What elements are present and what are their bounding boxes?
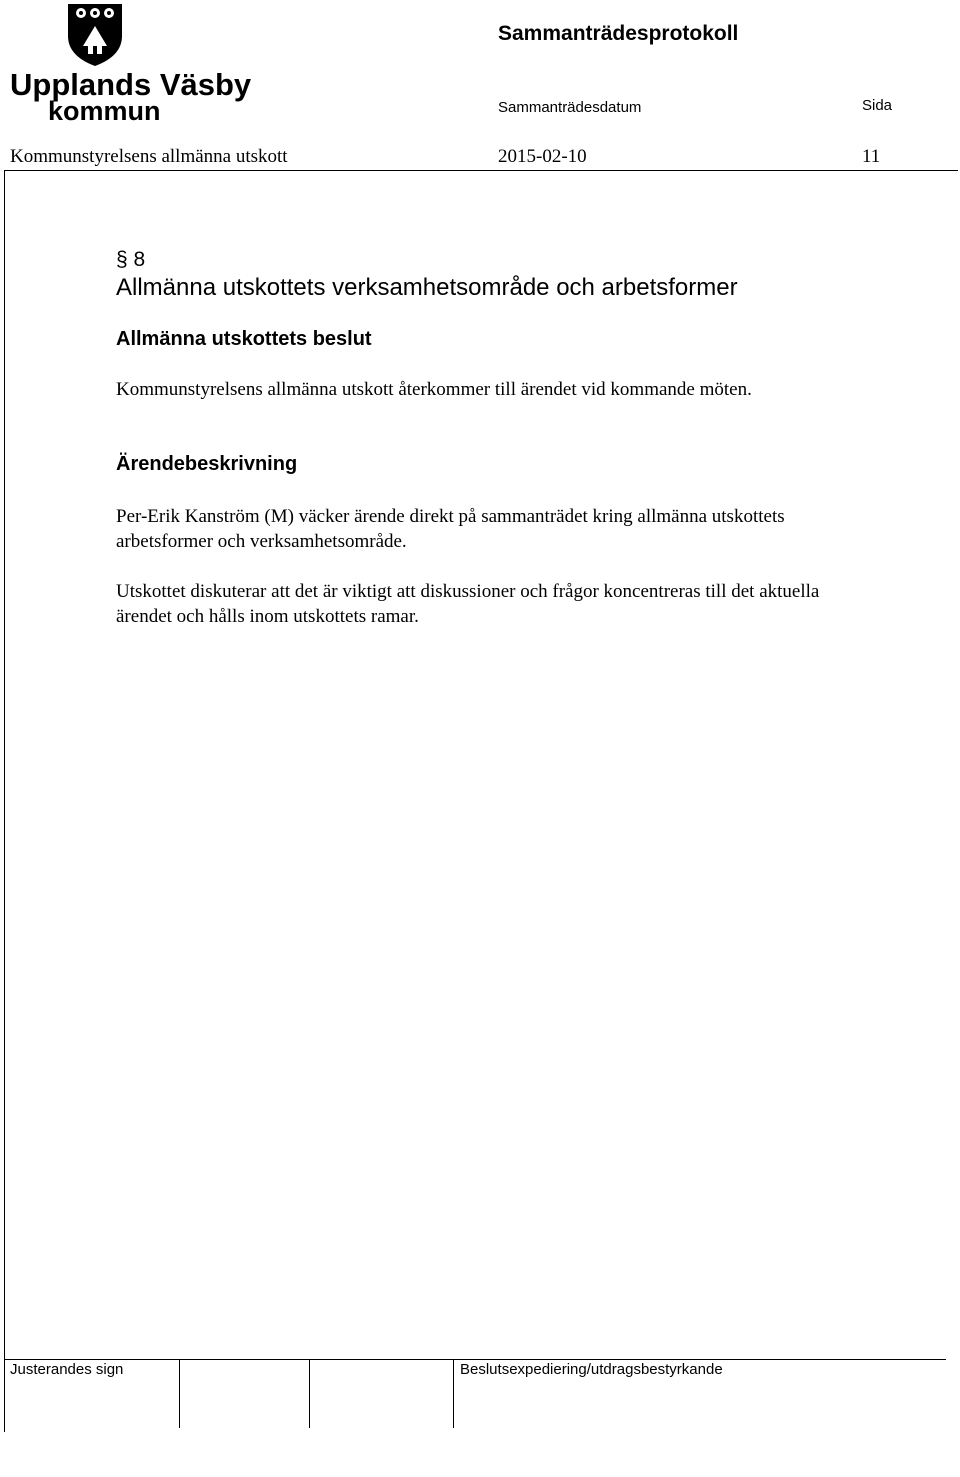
section-heading: Allmänna utskottets verksamhetsområde och arbetsformer — [116, 274, 738, 301]
decision-text: Kommunstyrelsens allmänna utskott återkommer till ärendet vid kommande möten. — [116, 379, 752, 400]
description-heading: Ärendebeskrivning — [116, 453, 298, 475]
description-paragraph: Per-Erik Kanström (M) väcker ärende direkt på sammanträdet kring allmänna utskottets arbetsformer och verksamhetsområde. — [116, 506, 785, 552]
discussion-paragraph: Utskottet diskuterar att det är viktigt att diskussioner och frågor koncentreras till det aktuella ärendet och hålls inom utskottets ramar. — [116, 581, 820, 627]
footer-signature-box-divider — [309, 1359, 310, 1428]
meeting-date-label: Sammanträdesdatum — [498, 99, 642, 116]
footer-signature-box-divider — [179, 1359, 180, 1428]
header-divider — [4, 170, 958, 171]
footer-expedition-label: Beslutsexpediering/utdragsbestyrkande — [460, 1361, 723, 1378]
meeting-date: 2015-02-10 — [498, 146, 587, 167]
footer-signature-label: Justerandes sign — [10, 1361, 124, 1378]
municipality-logo — [10, 2, 252, 126]
section-number: § 8 — [116, 248, 146, 271]
footer-signature-box-divider — [453, 1359, 454, 1428]
document-title: Sammanträdesprotokoll — [498, 22, 739, 45]
left-margin-rule — [4, 170, 5, 1432]
svg-text:Upplands Väsby: Upplands Väsby — [10, 67, 252, 102]
committee-name: Kommunstyrelsens allmänna utskott — [10, 146, 288, 167]
page-number: 11 — [862, 146, 881, 167]
decision-heading: Allmänna utskottets beslut — [116, 328, 372, 350]
footer-divider — [4, 1359, 946, 1360]
page-label: Sida — [862, 97, 893, 114]
svg-text:kommun: kommun — [48, 96, 161, 126]
